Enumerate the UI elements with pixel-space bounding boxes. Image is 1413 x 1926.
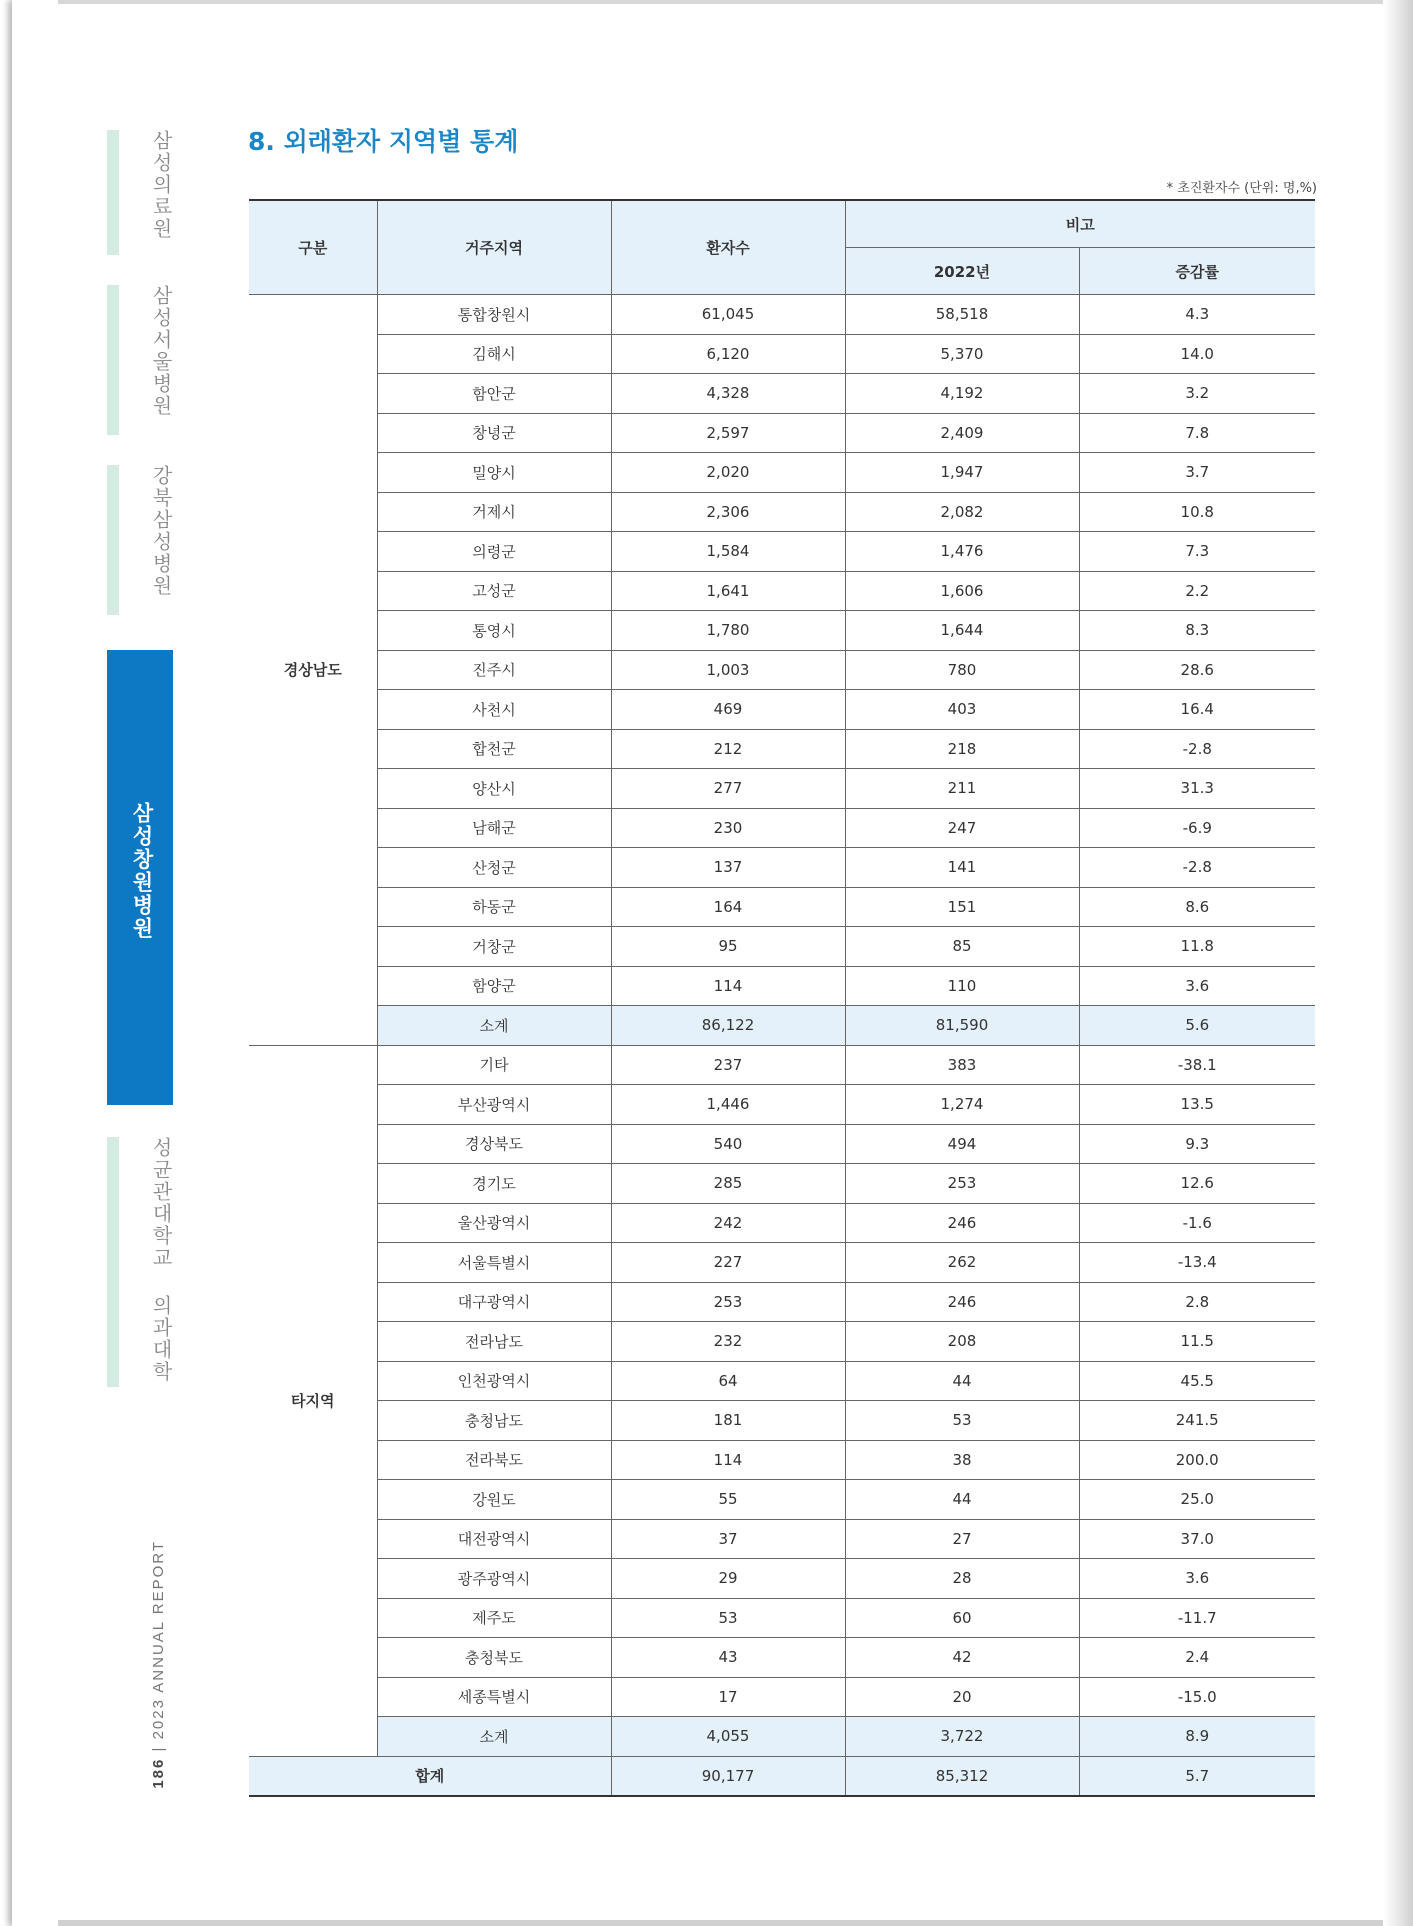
year-2022-cell: 208: [845, 1322, 1079, 1362]
region-cell: 충청북도: [377, 1638, 611, 1678]
table-row: [249, 1638, 1315, 1678]
table-row: [249, 1559, 1315, 1599]
region-cell: 기타: [377, 1045, 611, 1085]
year-2022-cell: 1,476: [845, 532, 1079, 572]
region-cell: 경상북도: [377, 1124, 611, 1164]
growth-cell: -2.8: [1079, 729, 1315, 769]
patients-cell: 1,641: [611, 571, 845, 611]
subtotal-row: [249, 1717, 1315, 1757]
subtotal-row: [249, 1006, 1315, 1046]
total-patients: 90,177: [611, 1756, 845, 1796]
header-growth: 증감률: [1079, 248, 1315, 295]
year-2022-cell: 151: [845, 887, 1079, 927]
growth-cell: 2.4: [1079, 1638, 1315, 1678]
patients-cell: 1,446: [611, 1085, 845, 1125]
table-row: [249, 611, 1315, 651]
year-2022-cell: 27: [845, 1519, 1079, 1559]
table-row: [249, 1440, 1315, 1480]
patients-cell: 253: [611, 1282, 845, 1322]
patients-cell: 1,780: [611, 611, 845, 651]
year-2022-cell: 1,947: [845, 453, 1079, 493]
growth-cell: -2.8: [1079, 848, 1315, 888]
table-row: [249, 808, 1315, 848]
year-2022-cell: 218: [845, 729, 1079, 769]
growth-cell: 16.4: [1079, 690, 1315, 730]
region-cell: 김해시: [377, 334, 611, 374]
region-cell: 충청남도: [377, 1401, 611, 1441]
patients-cell: 469: [611, 690, 845, 730]
patients-cell: 164: [611, 887, 845, 927]
regional-statistics-table: [249, 199, 1315, 1797]
growth-cell: 12.6: [1079, 1164, 1315, 1204]
region-cell: 서울특별시: [377, 1243, 611, 1283]
patients-cell: 37: [611, 1519, 845, 1559]
subtotal-patients: 86,122: [611, 1006, 845, 1046]
year-2022-cell: 1,644: [845, 611, 1079, 651]
report-name: 2023 ANNUAL REPORT: [150, 1540, 167, 1740]
nav-label: 삼성창원병원: [130, 802, 154, 940]
year-2022-cell: 253: [845, 1164, 1079, 1204]
patients-cell: 285: [611, 1164, 845, 1204]
page-title: 8. 외래환자 지역별 통계: [248, 127, 519, 156]
region-cell: 대전광역시: [377, 1519, 611, 1559]
growth-cell: -11.7: [1079, 1598, 1315, 1638]
year-2022-cell: 141: [845, 848, 1079, 888]
region-cell: 함양군: [377, 966, 611, 1006]
table-row: [249, 571, 1315, 611]
growth-cell: 3.7: [1079, 453, 1315, 493]
year-2022-cell: 246: [845, 1282, 1079, 1322]
patients-cell: 137: [611, 848, 845, 888]
patients-cell: 277: [611, 769, 845, 809]
year-2022-cell: 1,274: [845, 1085, 1079, 1125]
patients-cell: 2,306: [611, 492, 845, 532]
growth-cell: 45.5: [1079, 1361, 1315, 1401]
patients-cell: 53: [611, 1598, 845, 1638]
table-row: [249, 1085, 1315, 1125]
year-2022-cell: 38: [845, 1440, 1079, 1480]
region-cell: 세종특별시: [377, 1677, 611, 1717]
header-group: 구분: [249, 200, 377, 295]
subtotal-growth: 8.9: [1079, 1717, 1315, 1757]
growth-cell: 241.5: [1079, 1401, 1315, 1441]
region-cell: 양산시: [377, 769, 611, 809]
table-row: [249, 1045, 1315, 1085]
table-row: [249, 1361, 1315, 1401]
region-cell: 통영시: [377, 611, 611, 651]
region-cell: 제주도: [377, 1598, 611, 1638]
table-row: [249, 1401, 1315, 1441]
subtotal-2022: 3,722: [845, 1717, 1079, 1757]
subtotal-label: 소계: [377, 1006, 611, 1046]
region-cell: 고성군: [377, 571, 611, 611]
table-row: [249, 492, 1315, 532]
group-label: 경상남도: [249, 295, 377, 1046]
nav-item-samsung-changwon-hospital[interactable]: [107, 650, 173, 1105]
patients-cell: 114: [611, 966, 845, 1006]
growth-cell: 11.8: [1079, 927, 1315, 967]
year-2022-cell: 211: [845, 769, 1079, 809]
nav-item-skku-medicine[interactable]: [107, 1137, 173, 1387]
side-navigation: [107, 0, 187, 1926]
year-2022-cell: 58,518: [845, 295, 1079, 335]
table-row: [249, 887, 1315, 927]
growth-cell: 31.3: [1079, 769, 1315, 809]
table-row: [249, 1598, 1315, 1638]
year-2022-cell: 5,370: [845, 334, 1079, 374]
header-year: 2022년: [845, 248, 1079, 295]
patients-cell: 227: [611, 1243, 845, 1283]
table-row: [249, 848, 1315, 888]
header-region: 거주지역: [377, 200, 611, 295]
year-2022-cell: 494: [845, 1124, 1079, 1164]
patients-cell: 4,328: [611, 374, 845, 414]
region-cell: 사천시: [377, 690, 611, 730]
growth-cell: 28.6: [1079, 650, 1315, 690]
region-cell: 하동군: [377, 887, 611, 927]
patients-cell: 232: [611, 1322, 845, 1362]
table-row: [249, 1164, 1315, 1204]
region-cell: 남해군: [377, 808, 611, 848]
growth-cell: 7.3: [1079, 532, 1315, 572]
year-2022-cell: 247: [845, 808, 1079, 848]
growth-cell: 8.3: [1079, 611, 1315, 651]
year-2022-cell: 53: [845, 1401, 1079, 1441]
year-2022-cell: 44: [845, 1480, 1079, 1520]
subtotal-growth: 5.6: [1079, 1006, 1315, 1046]
year-2022-cell: 44: [845, 1361, 1079, 1401]
nav-label: 삼성서울병원: [149, 285, 173, 417]
region-cell: 경기도: [377, 1164, 611, 1204]
table-body: [249, 295, 1315, 1797]
year-2022-cell: 780: [845, 650, 1079, 690]
growth-cell: 10.8: [1079, 492, 1315, 532]
region-cell: 대구광역시: [377, 1282, 611, 1322]
patients-cell: 95: [611, 927, 845, 967]
year-2022-cell: 28: [845, 1559, 1079, 1599]
total-row: [249, 1756, 1315, 1796]
table-row: [249, 295, 1315, 335]
nav-item-samsung-seoul-hospital[interactable]: [107, 285, 173, 435]
page-right-edge: [1383, 0, 1413, 1926]
table-row: [249, 690, 1315, 730]
header-patients: 환자수: [611, 200, 845, 295]
table-row: [249, 729, 1315, 769]
patients-cell: 61,045: [611, 295, 845, 335]
table-row: [249, 1124, 1315, 1164]
report-footer: 186 | 2023 ANNUAL REPORT: [150, 1540, 167, 1789]
region-cell: 통합창원시: [377, 295, 611, 335]
patients-cell: 64: [611, 1361, 845, 1401]
growth-cell: 200.0: [1079, 1440, 1315, 1480]
region-cell: 합천군: [377, 729, 611, 769]
year-2022-cell: 85: [845, 927, 1079, 967]
nav-label: 강북삼성병원: [149, 465, 173, 597]
region-cell: 밀양시: [377, 453, 611, 493]
growth-cell: 14.0: [1079, 334, 1315, 374]
year-2022-cell: 2,409: [845, 413, 1079, 453]
growth-cell: -15.0: [1079, 1677, 1315, 1717]
page-number: 186: [150, 1757, 167, 1789]
group-label: 타지역: [249, 1045, 377, 1756]
year-2022-cell: 383: [845, 1045, 1079, 1085]
growth-cell: 2.8: [1079, 1282, 1315, 1322]
table-row: [249, 1243, 1315, 1283]
region-cell: 의령군: [377, 532, 611, 572]
region-cell: 광주광역시: [377, 1559, 611, 1599]
page-bottom-edge: [58, 1920, 1383, 1926]
growth-cell: 3.6: [1079, 966, 1315, 1006]
page-top-edge: [58, 0, 1383, 4]
year-2022-cell: 110: [845, 966, 1079, 1006]
patients-cell: 242: [611, 1203, 845, 1243]
patients-cell: 1,003: [611, 650, 845, 690]
table-row: [249, 1677, 1315, 1717]
region-cell: 인천광역시: [377, 1361, 611, 1401]
growth-cell: 4.3: [1079, 295, 1315, 335]
nav-label: 삼성의료원: [149, 130, 173, 240]
table-row: [249, 532, 1315, 572]
region-cell: 함안군: [377, 374, 611, 414]
year-2022-cell: 20: [845, 1677, 1079, 1717]
nav-bar: [107, 465, 119, 615]
nav-bar: [107, 130, 119, 255]
total-growth: 5.7: [1079, 1756, 1315, 1796]
patients-cell: 55: [611, 1480, 845, 1520]
year-2022-cell: 246: [845, 1203, 1079, 1243]
growth-cell: 3.6: [1079, 1559, 1315, 1599]
patients-cell: 1,584: [611, 532, 845, 572]
unit-note: * 초진환자수 (단위: 명,%): [1166, 181, 1317, 196]
region-cell: 강원도: [377, 1480, 611, 1520]
year-2022-cell: 262: [845, 1243, 1079, 1283]
patients-cell: 212: [611, 729, 845, 769]
nav-item-kangbuk-samsung-hospital[interactable]: [107, 465, 173, 615]
year-2022-cell: 1,606: [845, 571, 1079, 611]
table-row: [249, 927, 1315, 967]
year-2022-cell: 42: [845, 1638, 1079, 1678]
table-row: [249, 413, 1315, 453]
growth-cell: 9.3: [1079, 1124, 1315, 1164]
patients-cell: 2,597: [611, 413, 845, 453]
table-row: [249, 650, 1315, 690]
year-2022-cell: 4,192: [845, 374, 1079, 414]
table-row: [249, 1203, 1315, 1243]
table-row: [249, 966, 1315, 1006]
year-2022-cell: 2,082: [845, 492, 1079, 532]
region-cell: 진주시: [377, 650, 611, 690]
growth-cell: 2.2: [1079, 571, 1315, 611]
header-remarks: 비고: [845, 200, 1315, 248]
region-cell: 부산광역시: [377, 1085, 611, 1125]
patients-cell: 2,020: [611, 453, 845, 493]
growth-cell: 8.6: [1079, 887, 1315, 927]
growth-cell: 3.2: [1079, 374, 1315, 414]
patients-cell: 237: [611, 1045, 845, 1085]
growth-cell: 13.5: [1079, 1085, 1315, 1125]
nav-bar: [107, 285, 119, 435]
nav-bar: [107, 1137, 119, 1387]
region-cell: 전라남도: [377, 1322, 611, 1362]
region-cell: 거창군: [377, 927, 611, 967]
table-row: [249, 1480, 1315, 1520]
table-row: [249, 1282, 1315, 1322]
patients-cell: 43: [611, 1638, 845, 1678]
patients-cell: 29: [611, 1559, 845, 1599]
year-2022-cell: 403: [845, 690, 1079, 730]
growth-cell: -13.4: [1079, 1243, 1315, 1283]
table-row: [249, 334, 1315, 374]
region-cell: 울산광역시: [377, 1203, 611, 1243]
total-2022: 85,312: [845, 1756, 1079, 1796]
region-cell: 창녕군: [377, 413, 611, 453]
growth-cell: 37.0: [1079, 1519, 1315, 1559]
growth-cell: 11.5: [1079, 1322, 1315, 1362]
region-cell: 거제시: [377, 492, 611, 532]
growth-cell: -38.1: [1079, 1045, 1315, 1085]
patients-cell: 181: [611, 1401, 845, 1441]
table-row: [249, 374, 1315, 414]
patients-cell: 17: [611, 1677, 845, 1717]
patients-cell: 6,120: [611, 334, 845, 374]
growth-cell: 7.8: [1079, 413, 1315, 453]
growth-cell: -1.6: [1079, 1203, 1315, 1243]
nav-item-samsung-medical-center[interactable]: [107, 130, 173, 255]
patients-cell: 230: [611, 808, 845, 848]
table-row: [249, 1322, 1315, 1362]
table-row: [249, 1519, 1315, 1559]
subtotal-2022: 81,590: [845, 1006, 1079, 1046]
patients-cell: 114: [611, 1440, 845, 1480]
table-row: [249, 453, 1315, 493]
region-cell: 산청군: [377, 848, 611, 888]
subtotal-patients: 4,055: [611, 1717, 845, 1757]
region-cell: 전라북도: [377, 1440, 611, 1480]
subtotal-label: 소계: [377, 1717, 611, 1757]
year-2022-cell: 60: [845, 1598, 1079, 1638]
growth-cell: -6.9: [1079, 808, 1315, 848]
patients-cell: 540: [611, 1124, 845, 1164]
nav-label: 성균관대학교 의과대학: [149, 1137, 173, 1383]
growth-cell: 25.0: [1079, 1480, 1315, 1520]
table-row: [249, 769, 1315, 809]
total-label: 합계: [249, 1756, 611, 1796]
